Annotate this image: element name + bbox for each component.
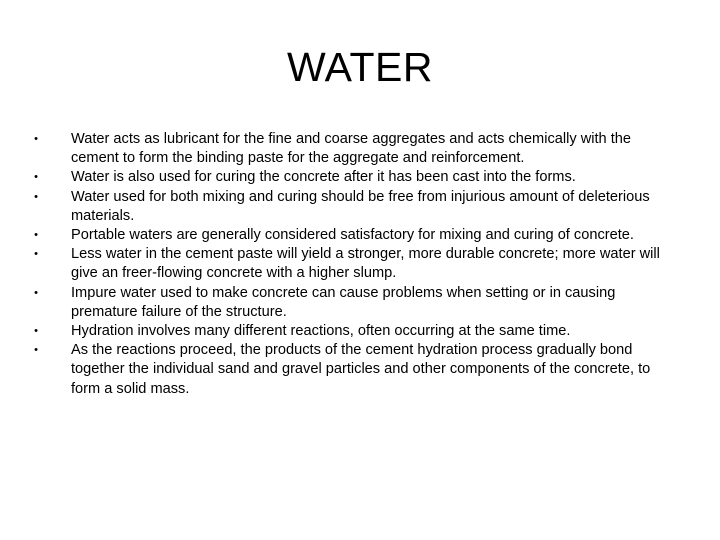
bullet-item [0,245,720,283]
bullet-text: Water acts as lubricant for the fine and coarse aggregates and acts chemically with the cement to form the binding paste for the aggregate and reinforcement. [71,131,631,167]
bullet-dot-icon: • [34,171,38,184]
bullet-dot-icon: • [34,229,38,242]
bullet-text: Hydration involves many different reactions, often occurring at the same time. [71,323,571,340]
bullet-dot-icon: • [34,286,38,299]
bullet-text: As the reactions proceed, the products of the cement hydration process gradually bond together the individual sand and gravel particles and other components of the concrete, to form a solid mass. [71,342,651,397]
bullet-item [0,188,720,226]
bullet-item [0,322,720,341]
bullet-dot-icon: • [34,344,38,357]
bullet-text: Less water in the cement paste will yield a stronger, more durable concrete; more water will give an freer-flowing concrete with a higher slump. [71,246,660,282]
slide-title: WATER [287,44,433,90]
bullet-text: Water used for both mixing and curing should be free from injurious amount of deleterious materials. [71,188,650,224]
bullet-item [0,168,720,187]
bullet-text: Water is also used for curing the concrete after it has been cast into the forms. [71,169,576,186]
bullet-item [0,130,720,168]
bullet-dot-icon: • [34,248,38,261]
bullet-dot-icon: • [34,133,38,145]
bullet-text: Impure water used to make concrete can cause problems when setting or in causing premature failure of the structure. [71,284,616,320]
bullet-dot-icon: • [34,325,38,338]
bullet-item [0,284,720,322]
bullet-list [0,130,720,399]
bullet-dot-icon: • [34,190,38,203]
bullet-item [0,226,720,245]
bullet-item [0,341,720,399]
bullet-text: Portable waters are generally considered satisfactory for mixing and curing of concrete. [71,227,634,244]
